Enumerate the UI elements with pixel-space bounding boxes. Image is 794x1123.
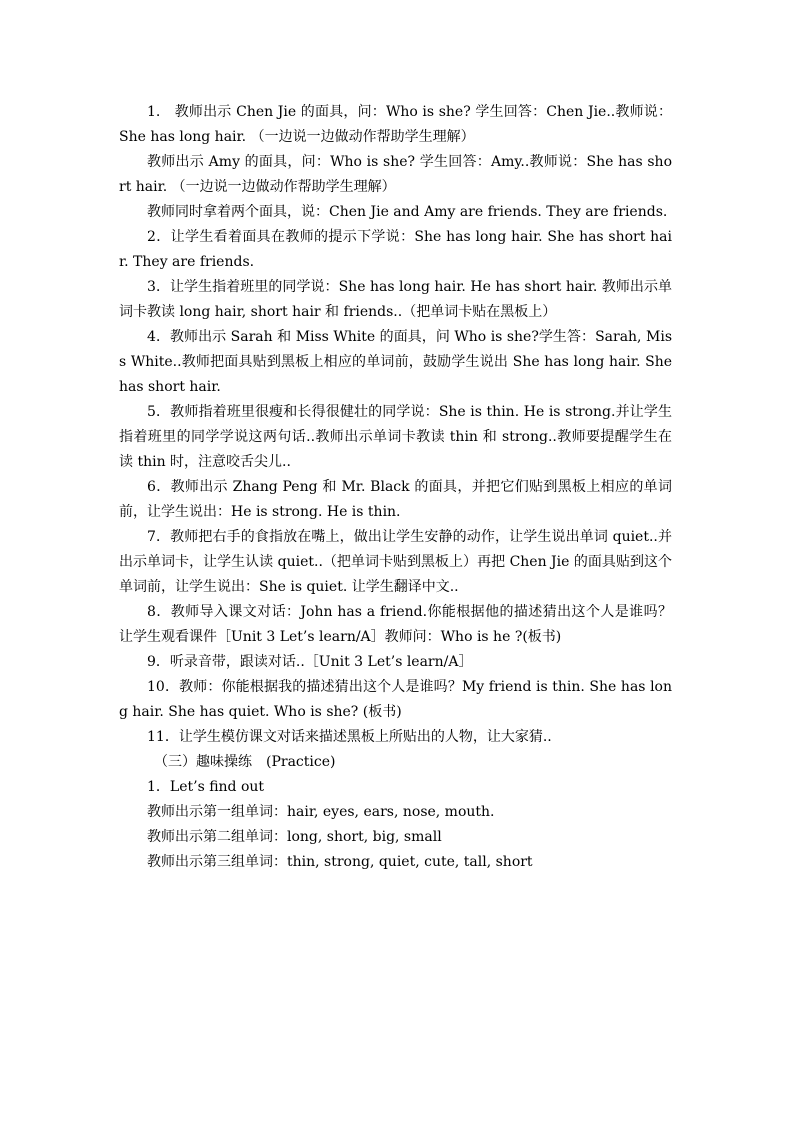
- paragraph-11: 9．听录音带，跟读对话..［Unit 3 Let’s learn/A］: [147, 654, 473, 670]
- paragraph-10: 8．教师导入课文对话：John has a friend.你能根据他的描述猜出这个人是谁吗？让学生观看课件［Unit 3 Let’s learn/A］教师问：Who is he ?(板书): [119, 604, 672, 645]
- paragraph-12: 10．教师：你能根据我的描述猜出这个人是谁吗？My friend is thin. She has long hair. She has quiet. Who is she? (板书): [119, 679, 672, 720]
- paragraph-6: 4．教师出示 Sarah 和 Miss White 的面具，问 Who is she?学生答：Sarah, Miss White..教师把面具贴到黑板上相应的单词前，鼓励学生说出 She has long hair. She has short hair.: [119, 329, 672, 395]
- paragraph-15: 1．Let’s find out: [147, 779, 265, 795]
- paragraph-8: 6．教师出示 Zhang Peng 和 Mr. Black 的面具，并把它们贴到黑板上相应的单词前，让学生说出：He is strong. He is thin.: [119, 479, 672, 520]
- paragraph-1: 1. 教师出示 Chen Jie 的面具，问：Who is she? 学生回答：Chen Jie..教师说：She has long hair. （一边说一边做动作帮助学生理解）: [119, 104, 672, 145]
- paragraph-18: 教师出示第三组单词：thin, strong, quiet, cute, tall, short: [147, 854, 533, 870]
- paragraph-4: 2．让学生看着面具在教师的提示下学说：She has long hair. She has short hair. They are friends.: [119, 229, 672, 270]
- paragraph-17: 教师出示第二组单词：long, short, big, small: [147, 829, 442, 845]
- section-heading-practice: （三）趣味操练 (Practice): [154, 754, 336, 770]
- paragraph-9: 7．教师把右手的食指放在嘴上，做出让学生安静的动作，让学生说出单词 quiet..并出示单词卡，让学生认读 quiet..（把单词卡贴到黑板上）再把 Chen Jie 的面具贴到这个单词前，让学生说出：She is quiet. 让学生翻译中文..: [119, 529, 672, 595]
- paragraph-5: 3．让学生指着班里的同学说：She has long hair. He has short hair. 教师出示单词卡教读 long hair, short hair 和 friends..（把单词卡贴在黑板上）: [119, 279, 672, 320]
- paragraph-7: 5．教师指着班里很瘦和长得很健壮的同学说：She is thin. He is strong.并让学生指着班里的同学学说这两句话..教师出示单词卡教读 thin 和 strong..教师要提醒学生在读 thin 时，注意咬舌尖儿..: [119, 404, 672, 470]
- document-body: [119, 100, 672, 875]
- paragraph-13: 11．让学生模仿课文对话来描述黑板上所贴出的人物，让大家猜..: [147, 729, 552, 745]
- paragraph-2: 教师出示 Amy 的面具，问：Who is she? 学生回答：Amy..教师说：She has short hair. （一边说一边做动作帮助学生理解）: [119, 154, 672, 195]
- paragraph-3: 教师同时拿着两个面具，说：Chen Jie and Amy are friends. They are friends.: [147, 204, 668, 220]
- paragraph-16: 教师出示第一组单词：hair, eyes, ears, nose, mouth.: [147, 804, 495, 820]
